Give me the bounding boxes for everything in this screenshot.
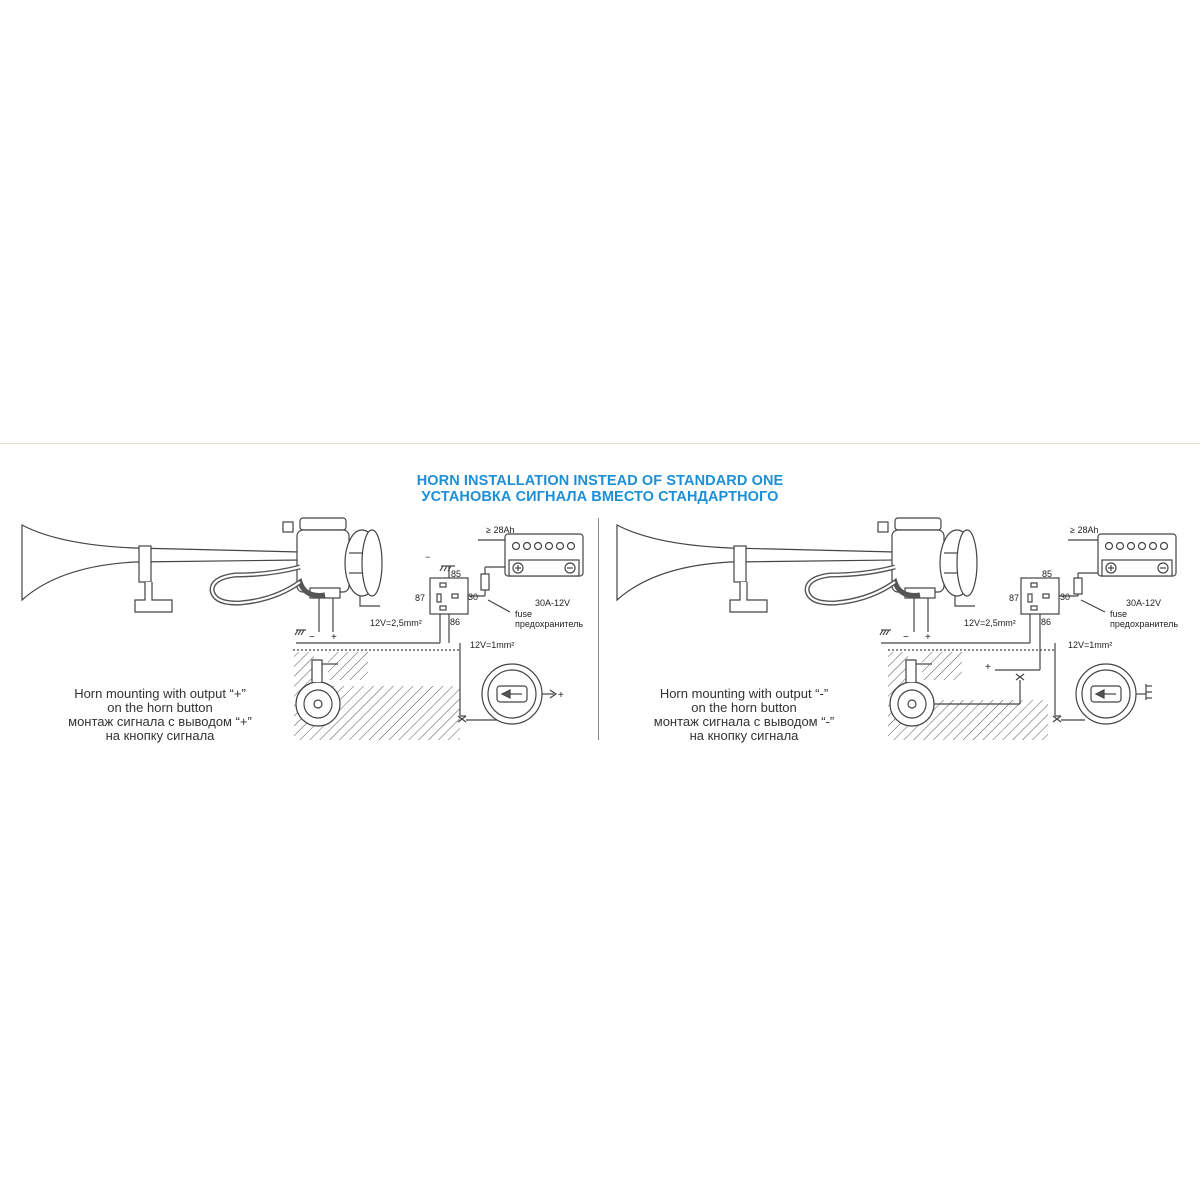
relay-pin-86-label-right: 86 — [1041, 617, 1052, 627]
caption-right-line-1: Horn mounting with output “-” — [659, 686, 829, 701]
relay-pin-85-label-right: 85 — [1042, 569, 1053, 579]
relay-pin-86-label: 86 — [450, 617, 461, 627]
fuse-rating-label-right: 30A-12V — [1126, 598, 1162, 608]
switch-right — [1053, 716, 1085, 722]
battery-capacity-label: ≥ 28Ah — [486, 525, 515, 535]
button-output-sign: + — [558, 690, 564, 701]
switch-plus-label-right: + — [985, 662, 991, 673]
steering-wheel-left — [482, 664, 556, 724]
main-wire-label: 12V=2,5mm² — [370, 618, 422, 628]
caption-right-line-3: монтаж сигнала с выводом “-” — [653, 714, 835, 729]
battery-right — [1068, 534, 1176, 576]
relay-ground-minus-label: − — [425, 552, 431, 562]
caption-left-line-1: Horn mounting with output “+” — [74, 686, 246, 701]
horn-plus-terminal-label-right: + — [925, 632, 931, 643]
main-wire-label-right: 12V=2,5mm² — [964, 618, 1016, 628]
fuse-rating-label: 30A-12V — [535, 598, 571, 608]
caption-left-line-4: на кнопку сигнала — [105, 728, 215, 743]
relay-pin-87-label-right: 87 — [1009, 593, 1020, 603]
fuse-label-en-right: fuse — [1110, 609, 1128, 619]
relay-pin-87-label: 87 — [415, 593, 426, 603]
signal-wire-label: 12V=1mm² — [470, 640, 515, 650]
title-russian: УСТАНОВКА СИГНАЛА ВМЕСТО СТАНДАРТНОГО — [421, 489, 779, 505]
fuse-right — [1074, 573, 1105, 612]
battery-capacity-label-right: ≥ 28Ah — [1070, 525, 1099, 535]
fuse-label-en: fuse — [515, 609, 533, 619]
title-english: HORN INSTALLATION INSTEAD OF STANDARD ONE — [416, 473, 784, 489]
horn-minus-terminal-label-right: − — [903, 632, 909, 643]
signal-wire-label-right: 12V=1mm² — [1068, 640, 1113, 650]
fuse-label-ru-right: предохранитель — [1110, 619, 1179, 629]
caption-left-line-2: on the horn button — [107, 700, 213, 715]
caption-right-line-2: on the horn button — [691, 700, 797, 715]
caption-right — [614, 687, 874, 743]
steering-wheel-right — [1076, 664, 1152, 724]
compressor-left — [283, 518, 382, 632]
ground-symbol-left — [295, 630, 306, 635]
relay-pin-85-label: 85 — [451, 569, 462, 579]
ground-symbol-right — [880, 630, 891, 635]
caption-right-line-4: на кнопку сигнала — [689, 728, 799, 743]
horn-plus-terminal-label: + — [331, 632, 337, 643]
caption-left-line-3: монтаж сигнала с выводом “+” — [68, 714, 252, 729]
relay-pin-30-label: 30 — [468, 592, 479, 602]
compressor-right — [878, 518, 977, 632]
fuse-label-ru: предохранитель — [515, 619, 584, 629]
horn-minus-terminal-label: − — [309, 632, 315, 643]
caption-left — [30, 687, 290, 743]
battery-left — [478, 534, 583, 576]
relay-pin-30-label-right: 30 — [1060, 592, 1071, 602]
